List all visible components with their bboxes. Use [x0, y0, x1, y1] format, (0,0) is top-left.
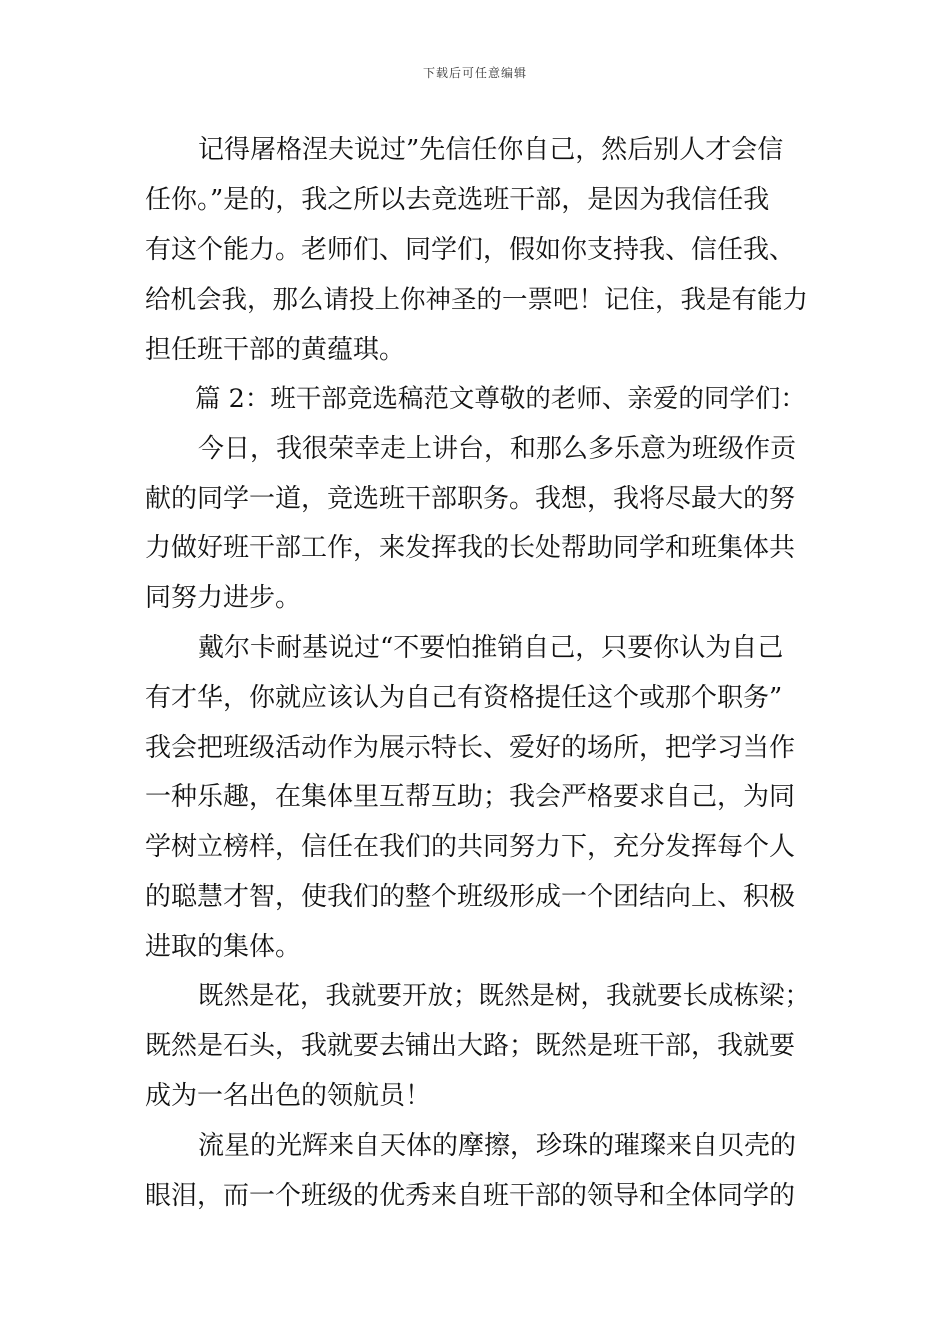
- paragraph-4-line-2: 有才华，你就应该认为自己有资格提任这个或那个职务”: [145, 683, 783, 713]
- paragraph-4-line-1: 戴尔卡耐基说过“不要怕推销自己，只要你认为自己: [198, 633, 784, 663]
- section-heading: 篇 2：班干部竞选稿范文尊敬的老师、亲爱的同学们：: [195, 384, 806, 414]
- paragraph-3-line-3: 力做好班干部工作，来发挥我的长处帮助同学和班集体共: [145, 533, 796, 563]
- paragraph-4-line-6: 的聪慧才智，使我们的整个班级形成一个团结向上、积极: [145, 882, 796, 912]
- paragraph-4-line-5: 学树立榜样，信任在我们的共同努力下，充分发挥每个人: [145, 832, 796, 862]
- paragraph-1-line-4: 给机会我，那么请投上你神圣的一票吧！记住，我是有能力: [145, 285, 809, 315]
- paragraph-1-line-2: 任你。”是的，我之所以去竞选班干部，是因为我信任我: [145, 185, 770, 215]
- paragraph-1-line-3: 有这个能力。老师们、同学们，假如你支持我、信任我、: [145, 235, 796, 265]
- paragraph-1-line-5: 担任班干部的黄蕴琪。: [145, 335, 406, 365]
- paragraph-5-line-3: 成为一名出色的领航员！: [145, 1081, 432, 1111]
- page-header: 下载后可任意编辑: [422, 66, 527, 80]
- paragraph-3-line-2: 献的同学一道，竞选班干部职务。我想，我将尽最大的努: [145, 484, 796, 514]
- paragraph-5-line-2: 既然是石头，我就要去铺出大路；既然是班干部，我就要: [145, 1031, 796, 1061]
- paragraph-3-line-1: 今日，我很荣幸走上讲台，和那么多乐意为班级作贡: [198, 434, 797, 464]
- paragraph-1-line-1: 记得屠格涅夫说过”先信任你自己，然后别人才会信: [198, 135, 784, 165]
- paragraph-4-line-4: 一种乐趣，在集体里互帮互助；我会严格要求自己，为同: [145, 782, 796, 812]
- paragraph-3-line-4: 同努力进步。: [145, 583, 302, 613]
- paragraph-5-line-1: 既然是花，我就要开放；既然是树，我就要长成栋梁；: [198, 981, 811, 1011]
- paragraph-4-line-3: 我会把班级活动作为展示特长、爱好的场所，把学习当作: [145, 733, 796, 763]
- paragraph-6-line-2: 眼泪，而一个班级的优秀来自班干部的领导和全体同学的: [145, 1181, 796, 1211]
- paragraph-4-line-7: 进取的集体。: [145, 932, 302, 962]
- paragraph-6-line-1: 流星的光辉来自天体的摩擦，珍珠的璀璨来自贝壳的: [198, 1131, 797, 1161]
